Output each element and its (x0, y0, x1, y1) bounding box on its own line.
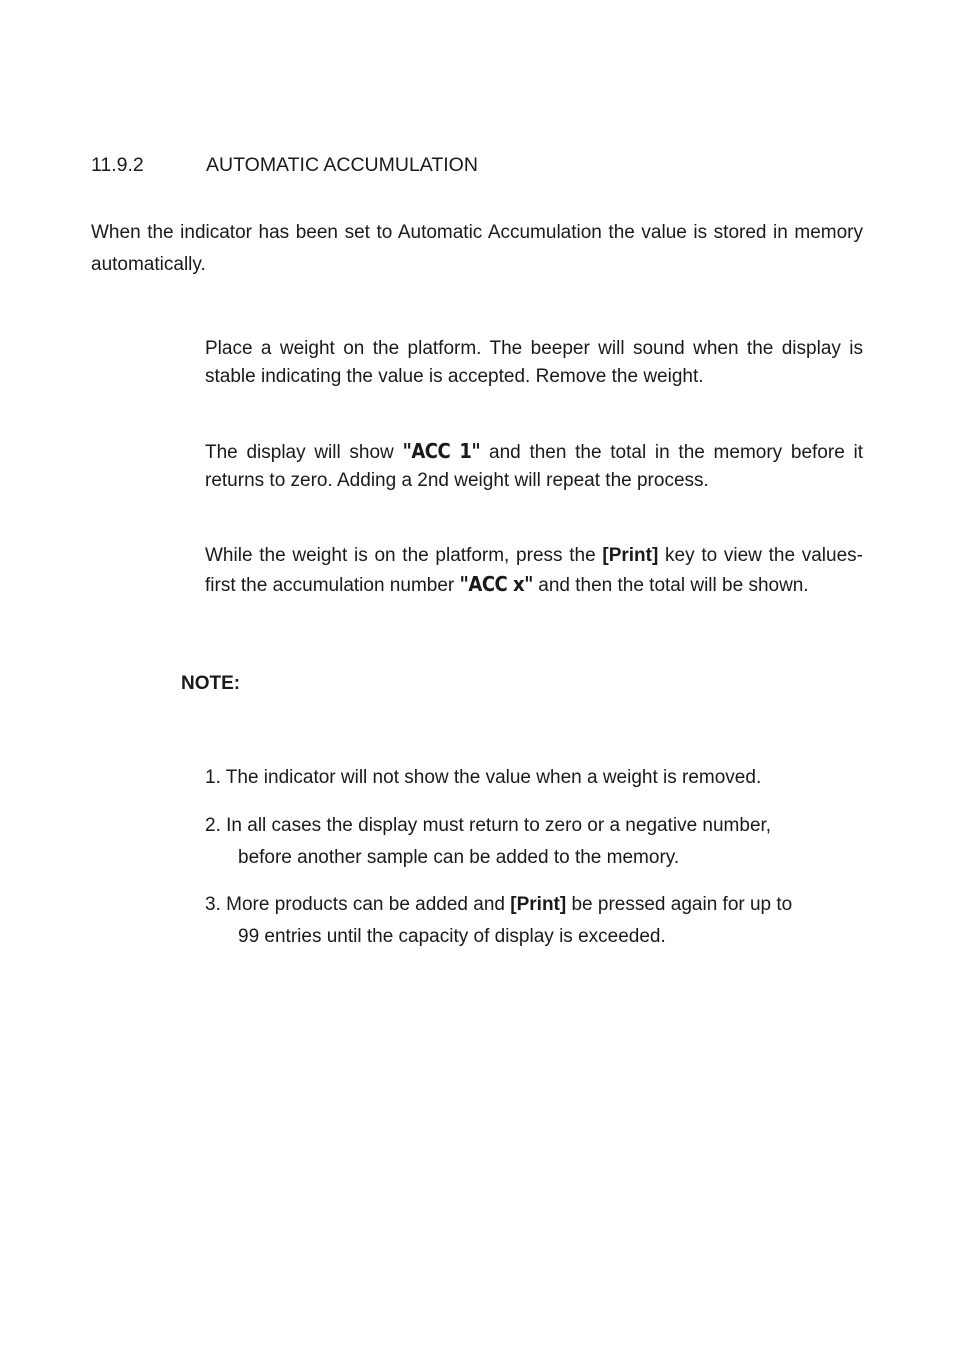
step-paragraph-3 (205, 542, 863, 600)
note-item-3-line-2: 99 entries until the capacity of display is exceeded. (238, 926, 666, 947)
step-2-text-after: and then the total in the memory before it returns to zero. Adding a 2nd weight will repeat the process. (205, 442, 863, 491)
note-item-1-text: 1. The indicator will not show the value when a weight is removed. (205, 767, 762, 788)
note-label: NOTE: (181, 673, 241, 694)
section-title: AUTOMATIC ACCUMULATION (206, 154, 478, 176)
note-item-3-line-1-after: be pressed again for up to (566, 894, 793, 915)
intro-paragraph: When the indicator has been set to Automatic Accumulation the value is stored in memory automatically. (91, 222, 863, 275)
note-item-1 (205, 762, 863, 794)
step-3-text-before: While the weight is on the platform, press the (205, 545, 603, 566)
note-item-3 (205, 889, 863, 953)
step-3-text-middle: key to view the values- first the accumulation number (205, 545, 863, 596)
print-key-label: [Print] (602, 545, 659, 566)
section-heading (91, 154, 478, 177)
note-item-3-line-1-before: 3. More products can be added and (205, 894, 511, 915)
note-item-2 (205, 810, 863, 874)
note-item-2-line-2: before another sample can be added to the memory. (238, 847, 680, 868)
step-3-text-after: and then the total will be shown. (532, 575, 809, 596)
note-item-2-line-1: 2. In all cases the display must return to zero or a negative number, (205, 815, 772, 836)
display-readout-acc-1: "ACC 1" (402, 439, 481, 463)
step-paragraph-2 (205, 437, 863, 495)
section-number: 11.9.2 (91, 154, 144, 176)
step-paragraph-1: Place a weight on the platform. The beeper will sound when the display is stable indicating the value is accepted. Remove the weight. (205, 338, 863, 387)
note-print-key-label: [Print] (510, 894, 567, 915)
display-readout-acc-x: "ACC x" (459, 572, 533, 596)
step-2-text-before: The display will show (205, 442, 403, 463)
